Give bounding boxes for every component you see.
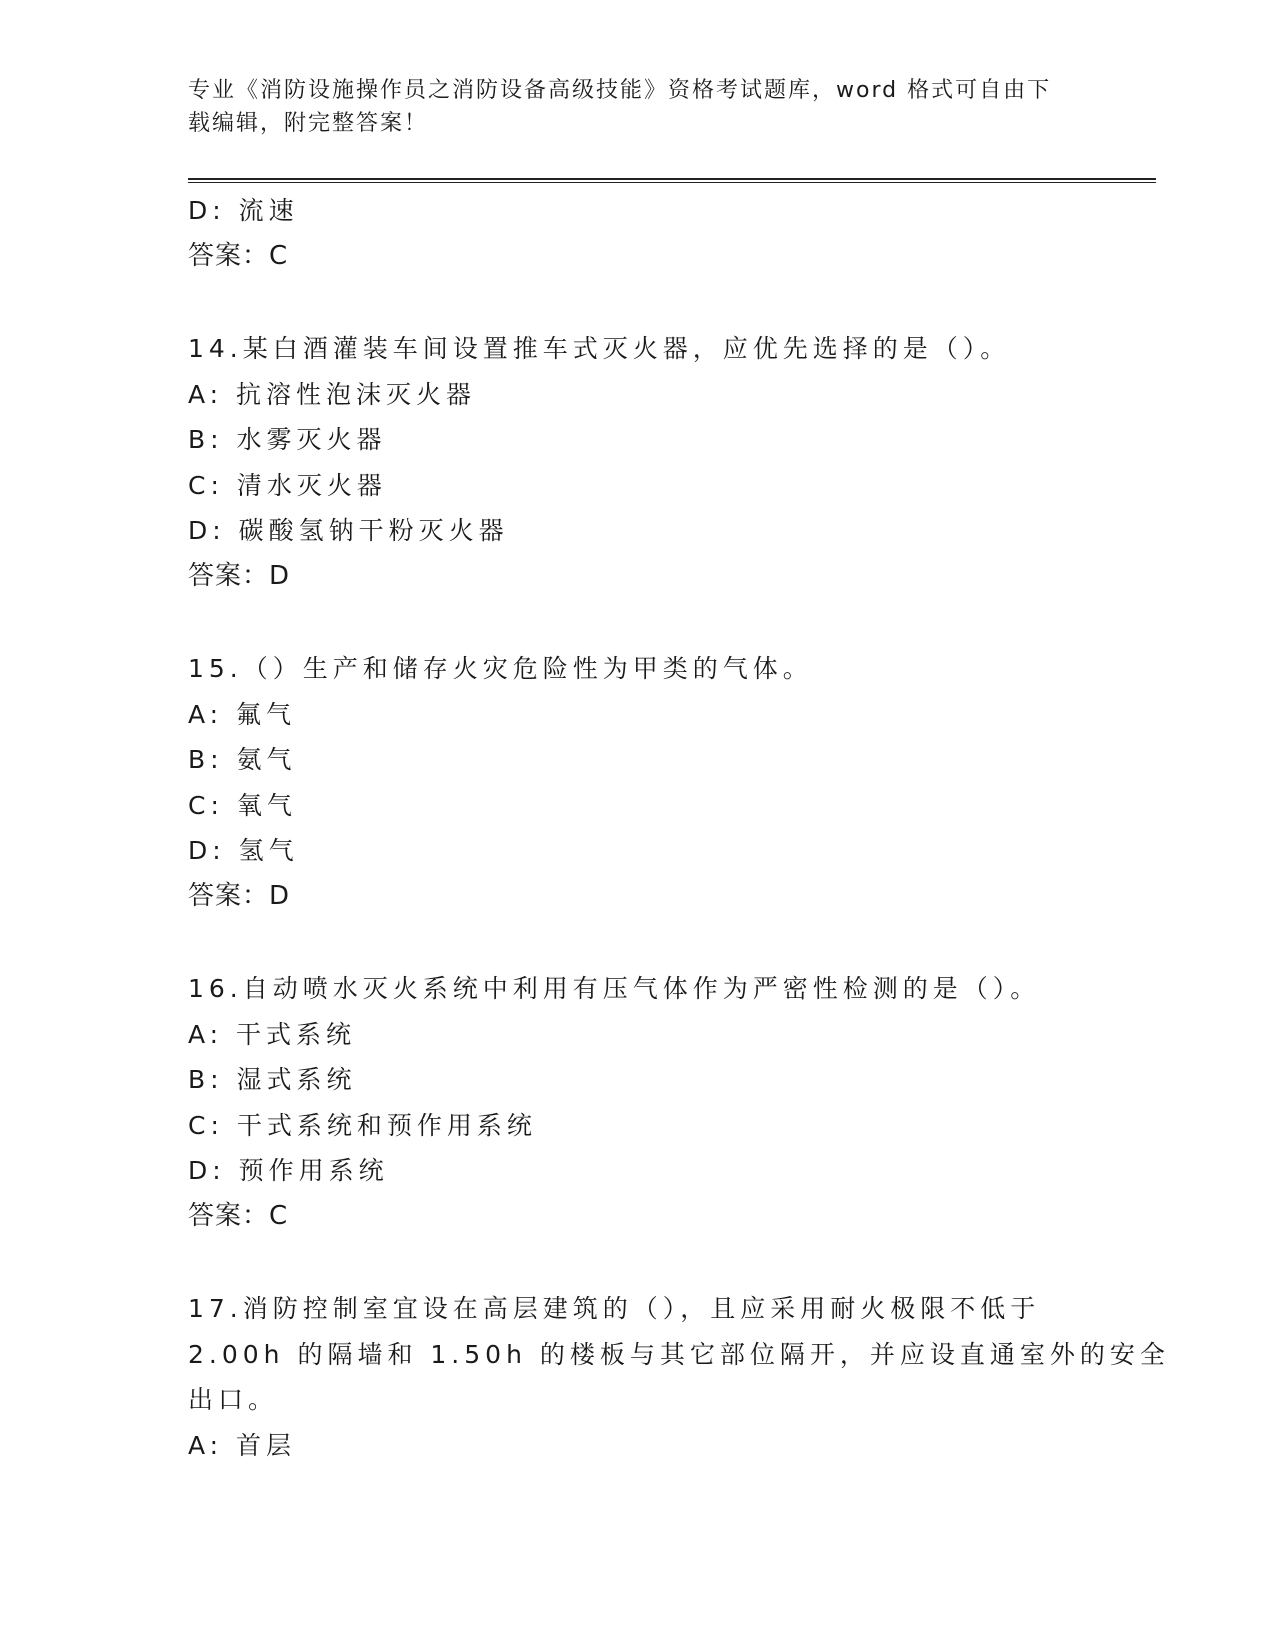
question-stem-line-2: 2.00h 的隔墙和 1.50h 的楼板与其它部位隔开，并应设直通室外的安全 [188,1339,1170,1369]
question-16 [188,966,1088,1239]
option-a: A: 首层 [188,1430,297,1460]
option-c: C: 干式系统和预作用系统 [188,1110,537,1140]
option-a: A: 抗溶性泡沫灭火器 [188,379,477,409]
answer: 答案：D [188,880,291,911]
question-stem: 16.自动喷水灭火系统中利用有压气体作为严密性检测的是（）。 [188,974,1041,1003]
header-line-1: 专业《消防设施操作员之消防设备高级技能》资格考试题库，word 格式可自由下 [188,78,1052,103]
document-header [188,74,1088,140]
option-d: D: 预作用系统 [188,1156,389,1185]
option-c: C: 氧气 [188,790,297,820]
option-a: A: 干式系统 [188,1019,357,1049]
option-d: D: 氢气 [188,836,299,865]
question-stem: 14.某白酒灌装车间设置推车式灭火器，应优先选择的是（）。 [188,334,1011,363]
question-list [188,188,1170,1468]
header-divider-thin [188,182,1156,183]
question-stem-line-1: 17.消防控制室宜设在高层建筑的（），且应采用耐火极限不低于 [188,1294,1041,1323]
question-stem-line-3: 出口。 [188,1385,279,1414]
question-15 [188,646,1088,919]
option-a: A: 氟气 [188,699,297,729]
question-stem: 15.（）生产和储存火灾危险性为甲类的气体。 [188,654,813,683]
option-c: C: 清水灭火器 [188,470,387,500]
question-17 [188,1286,1170,1468]
option-b: B: 氨气 [188,745,297,774]
question-14 [188,326,1088,599]
header-line-2: 载编辑，附完整答案！ [188,111,429,136]
option-b: B: 湿式系统 [188,1065,357,1094]
answer: 答案：C [188,1200,289,1231]
option-d: D: 碳酸氢钠干粉灭火器 [188,516,509,545]
option-d-prev: D: 流速 [188,196,299,225]
answer: 答案：D [188,560,291,591]
option-b: B: 水雾灭火器 [188,425,387,454]
header-divider-thick [188,178,1156,180]
answer-prev: 答案：C [188,240,289,271]
